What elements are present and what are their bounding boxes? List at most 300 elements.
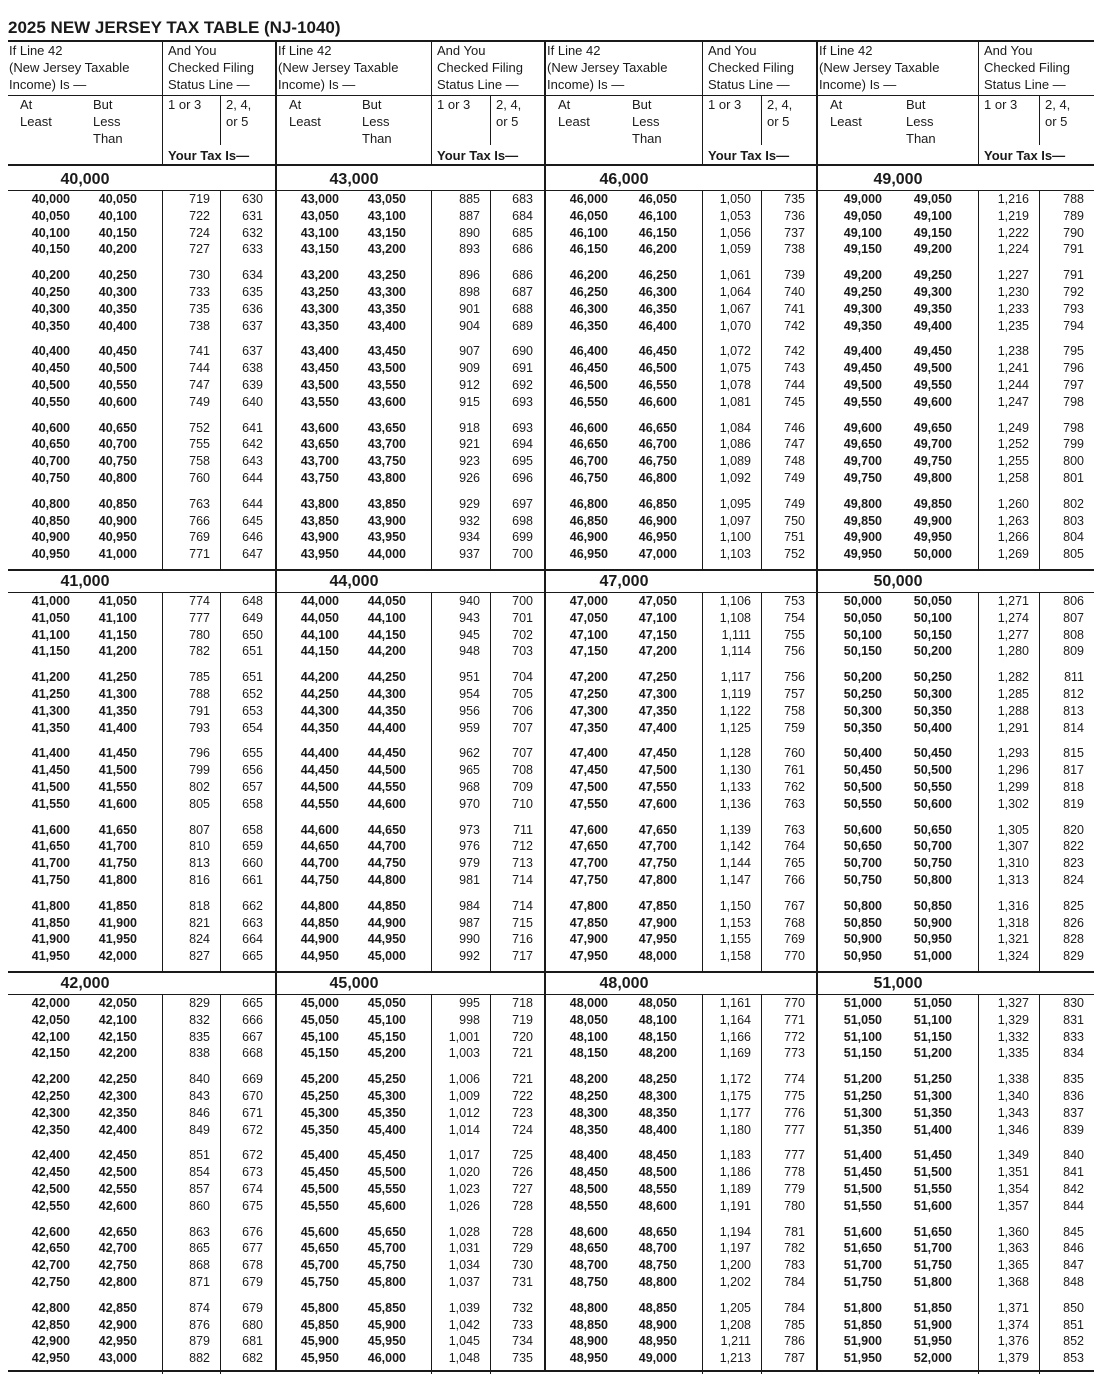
row-less-than: 40,850 (98, 496, 137, 511)
row-at-least: 41,850 (31, 915, 70, 930)
row-tax-status-1-3: 1,155 (719, 932, 751, 947)
row-at-least: 46,700 (569, 454, 608, 469)
row-less-than: 40,750 (98, 454, 137, 469)
row-less-than: 46,300 (638, 285, 677, 299)
section-heading: 48,000 (599, 975, 649, 992)
row-less-than: 48,000 (638, 949, 677, 964)
row-tax-status-1-3: 1,075 (719, 361, 751, 376)
row-tax-status-1-3: 1,266 (997, 530, 1029, 545)
row-at-least: 48,650 (569, 1241, 608, 1256)
row-tax-status-1-3: 796 (189, 746, 210, 761)
row-tax-status-2-4-5: 733 (512, 1317, 533, 1332)
row-tax-status-2-4-5: 632 (242, 225, 263, 240)
row-less-than: 42,850 (98, 1300, 137, 1315)
row-at-least: 51,650 (843, 1241, 882, 1256)
row-tax-status-1-3: 1,302 (997, 796, 1029, 811)
row-less-than: 40,500 (98, 361, 137, 376)
row-tax-status-2-4-5: 633 (242, 242, 263, 257)
row-tax-status-2-4-5: 742 (784, 344, 805, 359)
row-at-least: 50,200 (843, 670, 882, 685)
row-at-least: 43,000 (300, 192, 339, 206)
row-tax-status-2-4-5: 783 (784, 1258, 805, 1273)
row-tax-status-1-3: 965 (459, 763, 480, 778)
row-less-than: 42,000 (98, 949, 137, 964)
row-at-least: 46,500 (569, 378, 608, 392)
row-at-least: 40,800 (31, 496, 70, 511)
row-tax-status-2-4-5: 656 (242, 763, 263, 778)
row-less-than: 42,550 (98, 1182, 137, 1196)
row-less-than: 47,750 (638, 856, 677, 871)
row-at-least: 51,550 (843, 1198, 882, 1213)
row-tax-status-1-3: 1,003 (448, 1046, 480, 1061)
row-tax-status-1-3: 932 (459, 513, 480, 528)
row-tax-status-1-3: 876 (189, 1317, 210, 1332)
row-tax-status-1-3: 821 (189, 915, 210, 930)
row-at-least: 42,650 (31, 1241, 70, 1256)
row-tax-status-2-4-5: 792 (1063, 285, 1084, 299)
row-tax-status-2-4-5: 824 (1063, 873, 1084, 887)
row-tax-status-2-4-5: 700 (512, 594, 533, 608)
row-less-than: 49,050 (913, 192, 952, 206)
row-less-than: 44,200 (367, 644, 406, 659)
row-at-least: 49,200 (843, 268, 882, 283)
row-less-than: 51,150 (913, 1029, 952, 1044)
row-tax-status-1-3: 1,363 (997, 1241, 1029, 1256)
section-heading: 40,000 (60, 171, 110, 188)
row-tax-status-1-3: 940 (459, 594, 480, 608)
row-tax-status-1-3: 921 (459, 437, 480, 452)
row-less-than: 41,050 (98, 594, 137, 608)
row-less-than: 51,850 (913, 1300, 952, 1315)
row-tax-status-1-3: 1,224 (997, 242, 1029, 257)
row-tax-status-1-3: 929 (459, 496, 480, 511)
row-less-than: 49,950 (913, 530, 952, 545)
row-at-least: 42,100 (31, 1029, 70, 1044)
row-less-than: 41,500 (98, 763, 137, 778)
row-at-least: 50,000 (843, 594, 882, 608)
row-tax-status-1-3: 968 (459, 780, 480, 794)
row-tax-status-2-4-5: 770 (784, 996, 805, 1010)
row-tax-status-1-3: 1,329 (997, 1012, 1029, 1027)
row-at-least: 40,400 (31, 344, 70, 359)
row-tax-status-1-3: 912 (459, 378, 480, 392)
row-tax-status-1-3: 816 (189, 873, 210, 887)
row-less-than: 48,550 (638, 1182, 677, 1196)
row-less-than: 43,100 (367, 208, 406, 223)
section-rule (8, 190, 1094, 191)
row-tax-status-2-4-5: 724 (512, 1122, 533, 1137)
row-at-least: 40,600 (31, 420, 70, 435)
row-at-least: 48,500 (569, 1182, 608, 1196)
row-at-least: 46,150 (569, 242, 608, 257)
income-header-text: Income) Is — (547, 77, 625, 92)
row-less-than: 48,750 (638, 1258, 677, 1273)
row-tax-status-1-3: 904 (459, 318, 480, 333)
row-tax-status-1-3: 1,260 (997, 496, 1029, 511)
row-at-least: 48,800 (569, 1300, 608, 1315)
row-tax-status-1-3: 1,230 (997, 285, 1029, 299)
row-tax-status-2-4-5: 801 (1063, 471, 1084, 485)
row-less-than: 51,350 (913, 1105, 952, 1120)
row-less-than: 48,200 (638, 1046, 677, 1061)
row-less-than: 50,500 (913, 763, 952, 778)
row-less-than: 47,400 (638, 720, 677, 735)
section-rule (8, 994, 1094, 995)
row-tax-status-2-4-5: 650 (242, 627, 263, 642)
row-at-least: 45,350 (300, 1122, 339, 1137)
row-tax-status-2-4-5: 817 (1063, 763, 1084, 778)
row-less-than: 44,650 (367, 822, 406, 837)
status-1-or-3-header: 1 or 3 (437, 97, 471, 112)
row-less-than: 50,100 (913, 610, 952, 625)
row-at-least: 45,050 (300, 1012, 339, 1027)
row-tax-status-1-3: 1,142 (719, 839, 751, 854)
row-tax-status-1-3: 1,222 (997, 225, 1029, 240)
row-tax-status-2-4-5: 798 (1063, 394, 1084, 409)
row-less-than: 40,250 (98, 268, 137, 283)
row-tax-status-1-3: 1,133 (719, 780, 751, 794)
row-tax-status-1-3: 1,235 (997, 318, 1029, 333)
row-at-least: 48,150 (569, 1046, 608, 1061)
row-tax-status-2-4-5: 647 (242, 547, 263, 562)
row-less-than: 49,600 (913, 394, 952, 409)
row-tax-status-2-4-5: 658 (242, 796, 263, 811)
row-at-least: 47,700 (569, 856, 608, 871)
row-tax-status-1-3: 1,202 (719, 1275, 751, 1289)
row-tax-status-2-4-5: 753 (784, 594, 805, 608)
status-2-4-5-header: or 5 (226, 114, 249, 129)
row-less-than: 47,300 (638, 687, 677, 701)
row-tax-status-1-3: 777 (189, 610, 210, 625)
row-at-least: 51,500 (843, 1182, 882, 1196)
row-at-least: 48,000 (569, 996, 608, 1010)
row-at-least: 50,050 (843, 610, 882, 625)
row-tax-status-2-4-5: 796 (1063, 361, 1084, 376)
row-tax-status-2-4-5: 761 (784, 763, 805, 778)
row-tax-status-1-3: 1,379 (997, 1351, 1029, 1366)
row-at-least: 51,200 (843, 1072, 882, 1087)
row-at-least: 41,200 (31, 670, 70, 685)
row-tax-status-1-3: 984 (459, 898, 480, 913)
row-tax-status-1-3: 1,164 (719, 1012, 751, 1027)
row-tax-status-1-3: 857 (189, 1182, 210, 1196)
row-tax-status-1-3: 1,338 (997, 1072, 1029, 1087)
row-at-least: 42,350 (31, 1122, 70, 1137)
row-tax-status-2-4-5: 636 (242, 301, 263, 316)
row-tax-status-1-3: 959 (459, 720, 480, 735)
row-tax-status-1-3: 1,354 (997, 1182, 1029, 1196)
row-less-than: 51,200 (913, 1046, 952, 1061)
row-at-least: 45,950 (300, 1351, 339, 1366)
row-at-least: 49,250 (843, 285, 882, 299)
row-at-least: 50,100 (843, 627, 882, 642)
header-divider (490, 95, 491, 145)
row-at-least: 42,900 (31, 1334, 70, 1349)
row-tax-status-1-3: 1,296 (997, 763, 1029, 778)
row-less-than: 50,400 (913, 720, 952, 735)
row-at-least: 41,300 (31, 703, 70, 718)
row-less-than: 46,950 (638, 530, 677, 545)
row-at-least: 50,150 (843, 644, 882, 659)
row-tax-status-2-4-5: 820 (1063, 822, 1084, 837)
row-tax-status-2-4-5: 818 (1063, 780, 1084, 794)
row-less-than: 46,450 (638, 344, 677, 359)
row-at-least: 44,450 (300, 763, 339, 778)
row-tax-status-1-3: 749 (189, 394, 210, 409)
row-at-least: 41,450 (31, 763, 70, 778)
row-tax-status-1-3: 954 (459, 687, 480, 701)
row-less-than: 50,150 (913, 627, 952, 642)
row-tax-status-2-4-5: 697 (512, 496, 533, 511)
row-tax-status-2-4-5: 784 (784, 1275, 805, 1289)
row-tax-status-2-4-5: 791 (1063, 242, 1084, 257)
row-less-than: 43,250 (367, 268, 406, 283)
row-less-than: 44,250 (367, 670, 406, 685)
row-less-than: 47,000 (638, 547, 677, 562)
row-tax-status-1-3: 1,186 (719, 1165, 751, 1180)
row-less-than: 44,750 (367, 856, 406, 871)
row-at-least: 44,700 (300, 856, 339, 871)
row-less-than: 42,950 (98, 1334, 137, 1349)
row-tax-status-2-4-5: 839 (1063, 1122, 1084, 1137)
row-tax-status-1-3: 851 (189, 1148, 210, 1163)
row-less-than: 48,500 (638, 1165, 677, 1180)
row-at-least: 41,050 (31, 610, 70, 625)
row-tax-status-1-3: 1,183 (719, 1148, 751, 1163)
row-at-least: 48,550 (569, 1198, 608, 1213)
row-tax-status-1-3: 1,028 (448, 1224, 480, 1239)
row-at-least: 47,000 (569, 594, 608, 608)
row-at-least: 46,900 (569, 530, 608, 545)
row-at-least: 51,450 (843, 1165, 882, 1180)
row-less-than: 42,500 (98, 1165, 137, 1180)
row-at-least: 43,450 (300, 361, 339, 376)
row-at-least: 41,950 (31, 949, 70, 964)
row-at-least: 43,250 (300, 285, 339, 299)
row-at-least: 44,350 (300, 720, 339, 735)
row-tax-status-1-3: 818 (189, 898, 210, 913)
row-less-than: 50,650 (913, 822, 952, 837)
row-tax-status-2-4-5: 751 (784, 530, 805, 545)
row-less-than: 51,750 (913, 1258, 952, 1273)
row-tax-status-2-4-5: 680 (242, 1317, 263, 1332)
row-at-least: 46,250 (569, 285, 608, 299)
row-at-least: 46,650 (569, 437, 608, 452)
section-heading: 50,000 (873, 573, 923, 590)
section-heading: 47,000 (599, 573, 649, 590)
row-tax-status-1-3: 1,371 (997, 1300, 1029, 1315)
row-tax-status-2-4-5: 784 (784, 1300, 805, 1315)
row-at-least: 46,950 (569, 547, 608, 562)
row-less-than: 40,150 (98, 225, 137, 240)
row-at-least: 43,600 (300, 420, 339, 435)
row-tax-status-1-3: 854 (189, 1165, 210, 1180)
row-at-least: 43,950 (300, 547, 339, 562)
row-at-least: 41,100 (31, 627, 70, 642)
row-tax-status-2-4-5: 728 (512, 1198, 533, 1213)
row-less-than: 49,500 (913, 361, 952, 376)
table-bottom-rule (8, 1370, 1094, 1372)
row-tax-status-2-4-5: 646 (242, 530, 263, 545)
row-less-than: 41,850 (98, 898, 137, 913)
row-at-least: 41,250 (31, 687, 70, 701)
row-less-than: 45,550 (367, 1182, 406, 1196)
row-tax-status-2-4-5: 679 (242, 1275, 263, 1289)
row-at-least: 48,100 (569, 1029, 608, 1044)
row-tax-status-2-4-5: 777 (784, 1122, 805, 1137)
row-less-than: 43,150 (367, 225, 406, 240)
row-tax-status-1-3: 992 (459, 949, 480, 964)
row-less-than: 45,350 (367, 1105, 406, 1120)
but-less-than-header: But (93, 97, 113, 112)
income-header-text: (New Jersey Taxable (9, 60, 130, 75)
section-heading: 41,000 (60, 573, 110, 590)
row-tax-status-2-4-5: 693 (512, 420, 533, 435)
row-less-than: 51,650 (913, 1224, 952, 1239)
row-less-than: 41,100 (98, 610, 137, 625)
row-less-than: 51,950 (913, 1334, 952, 1349)
row-less-than: 48,450 (638, 1148, 677, 1163)
row-less-than: 41,800 (98, 873, 137, 887)
row-less-than: 43,700 (367, 437, 406, 452)
row-less-than: 46,000 (367, 1351, 406, 1366)
row-tax-status-1-3: 1,169 (719, 1046, 751, 1061)
row-tax-status-2-4-5: 750 (784, 513, 805, 528)
row-at-least: 44,200 (300, 670, 339, 685)
row-at-least: 43,900 (300, 530, 339, 545)
row-tax-status-1-3: 1,332 (997, 1029, 1029, 1044)
row-less-than: 45,050 (367, 996, 406, 1010)
row-tax-status-2-4-5: 822 (1063, 839, 1084, 854)
row-less-than: 48,050 (638, 996, 677, 1010)
row-tax-status-1-3: 1,307 (997, 839, 1029, 854)
row-at-least: 47,850 (569, 915, 608, 930)
row-less-than: 40,550 (98, 378, 137, 392)
row-tax-status-2-4-5: 772 (784, 1029, 805, 1044)
row-tax-status-2-4-5: 678 (242, 1258, 263, 1273)
row-tax-status-2-4-5: 836 (1063, 1089, 1084, 1103)
row-tax-status-1-3: 1,111 (721, 627, 751, 642)
row-at-least: 44,750 (300, 873, 339, 887)
row-tax-status-1-3: 780 (189, 627, 210, 642)
row-at-least: 42,500 (31, 1182, 70, 1196)
row-tax-status-2-4-5: 668 (242, 1046, 263, 1061)
row-tax-status-1-3: 976 (459, 839, 480, 854)
row-tax-status-2-4-5: 781 (784, 1224, 805, 1239)
row-tax-status-2-4-5: 752 (784, 547, 805, 562)
row-tax-status-1-3: 799 (189, 763, 210, 778)
row-tax-status-1-3: 1,180 (719, 1122, 751, 1137)
row-less-than: 49,850 (913, 496, 952, 511)
row-tax-status-2-4-5: 780 (784, 1198, 805, 1213)
row-less-than: 40,800 (98, 471, 137, 485)
row-tax-status-1-3: 1,114 (720, 644, 751, 659)
row-less-than: 42,250 (98, 1072, 137, 1087)
row-at-least: 40,850 (31, 513, 70, 528)
row-tax-status-2-4-5: 659 (242, 839, 263, 854)
row-tax-status-2-4-5: 789 (1063, 208, 1084, 223)
row-at-least: 40,200 (31, 268, 70, 283)
row-less-than: 41,450 (98, 746, 137, 761)
row-tax-status-2-4-5: 814 (1063, 720, 1084, 735)
status-2-4-5-header: or 5 (767, 114, 790, 129)
row-tax-status-2-4-5: 689 (512, 318, 533, 333)
row-less-than: 44,100 (367, 610, 406, 625)
status-2-4-5-header: 2, 4, (496, 97, 522, 112)
row-less-than: 50,000 (913, 547, 952, 562)
row-tax-status-1-3: 1,031 (448, 1241, 480, 1256)
row-tax-status-2-4-5: 667 (242, 1029, 263, 1044)
row-tax-status-1-3: 1,349 (997, 1148, 1029, 1163)
row-less-than: 46,050 (638, 192, 677, 206)
row-tax-status-2-4-5: 802 (1063, 496, 1084, 511)
row-tax-status-1-3: 1,045 (448, 1334, 480, 1349)
row-tax-status-1-3: 719 (189, 192, 210, 206)
row-less-than: 50,550 (913, 780, 952, 794)
status-2-4-5-header: 2, 4, (226, 97, 252, 112)
row-tax-status-2-4-5: 760 (784, 746, 805, 761)
row-tax-status-1-3: 1,299 (997, 780, 1029, 794)
row-less-than: 49,900 (913, 513, 952, 528)
row-less-than: 40,700 (98, 437, 137, 452)
row-at-least: 44,300 (300, 703, 339, 718)
row-at-least: 45,800 (300, 1300, 339, 1315)
row-tax-status-2-4-5: 834 (1063, 1046, 1084, 1061)
row-tax-status-1-3: 1,360 (997, 1224, 1029, 1239)
row-tax-status-1-3: 948 (459, 644, 480, 659)
row-tax-status-1-3: 934 (459, 530, 480, 545)
row-at-least: 43,750 (300, 471, 339, 485)
row-at-least: 41,750 (31, 873, 70, 887)
row-tax-status-1-3: 1,122 (719, 703, 751, 718)
row-at-least: 48,350 (569, 1122, 608, 1137)
row-tax-status-1-3: 1,048 (448, 1351, 480, 1366)
row-less-than: 42,750 (98, 1258, 137, 1273)
row-tax-status-2-4-5: 661 (242, 873, 263, 887)
row-at-least: 48,400 (569, 1148, 608, 1163)
row-tax-status-2-4-5: 743 (784, 361, 805, 376)
row-tax-status-2-4-5: 714 (512, 898, 533, 913)
row-tax-status-1-3: 1,327 (997, 996, 1029, 1010)
row-less-than: 42,200 (98, 1046, 137, 1061)
row-tax-status-2-4-5: 685 (512, 225, 533, 240)
at-least-header: Least (289, 114, 321, 129)
row-less-than: 47,150 (638, 627, 677, 642)
row-tax-status-2-4-5: 765 (784, 856, 805, 871)
row-tax-status-2-4-5: 845 (1063, 1224, 1084, 1239)
row-less-than: 49,450 (913, 344, 952, 359)
row-tax-status-2-4-5: 842 (1063, 1182, 1084, 1196)
row-tax-status-1-3: 981 (459, 873, 480, 887)
row-tax-status-1-3: 995 (459, 996, 480, 1010)
row-less-than: 44,500 (367, 763, 406, 778)
row-less-than: 45,150 (367, 1029, 406, 1044)
row-at-least: 43,200 (300, 268, 339, 283)
row-less-than: 45,300 (367, 1089, 406, 1103)
row-tax-status-1-3: 738 (189, 318, 210, 333)
row-less-than: 50,250 (913, 670, 952, 685)
row-tax-status-1-3: 730 (189, 268, 210, 283)
row-at-least: 46,300 (569, 301, 608, 316)
row-less-than: 45,750 (367, 1258, 406, 1273)
row-tax-status-2-4-5: 759 (784, 720, 805, 735)
row-tax-status-2-4-5: 830 (1063, 996, 1084, 1010)
row-less-than: 50,350 (913, 703, 952, 718)
row-less-than: 42,050 (98, 996, 137, 1010)
row-less-than: 51,100 (913, 1012, 952, 1027)
row-less-than: 40,050 (98, 192, 137, 206)
row-tax-status-2-4-5: 729 (512, 1241, 533, 1256)
